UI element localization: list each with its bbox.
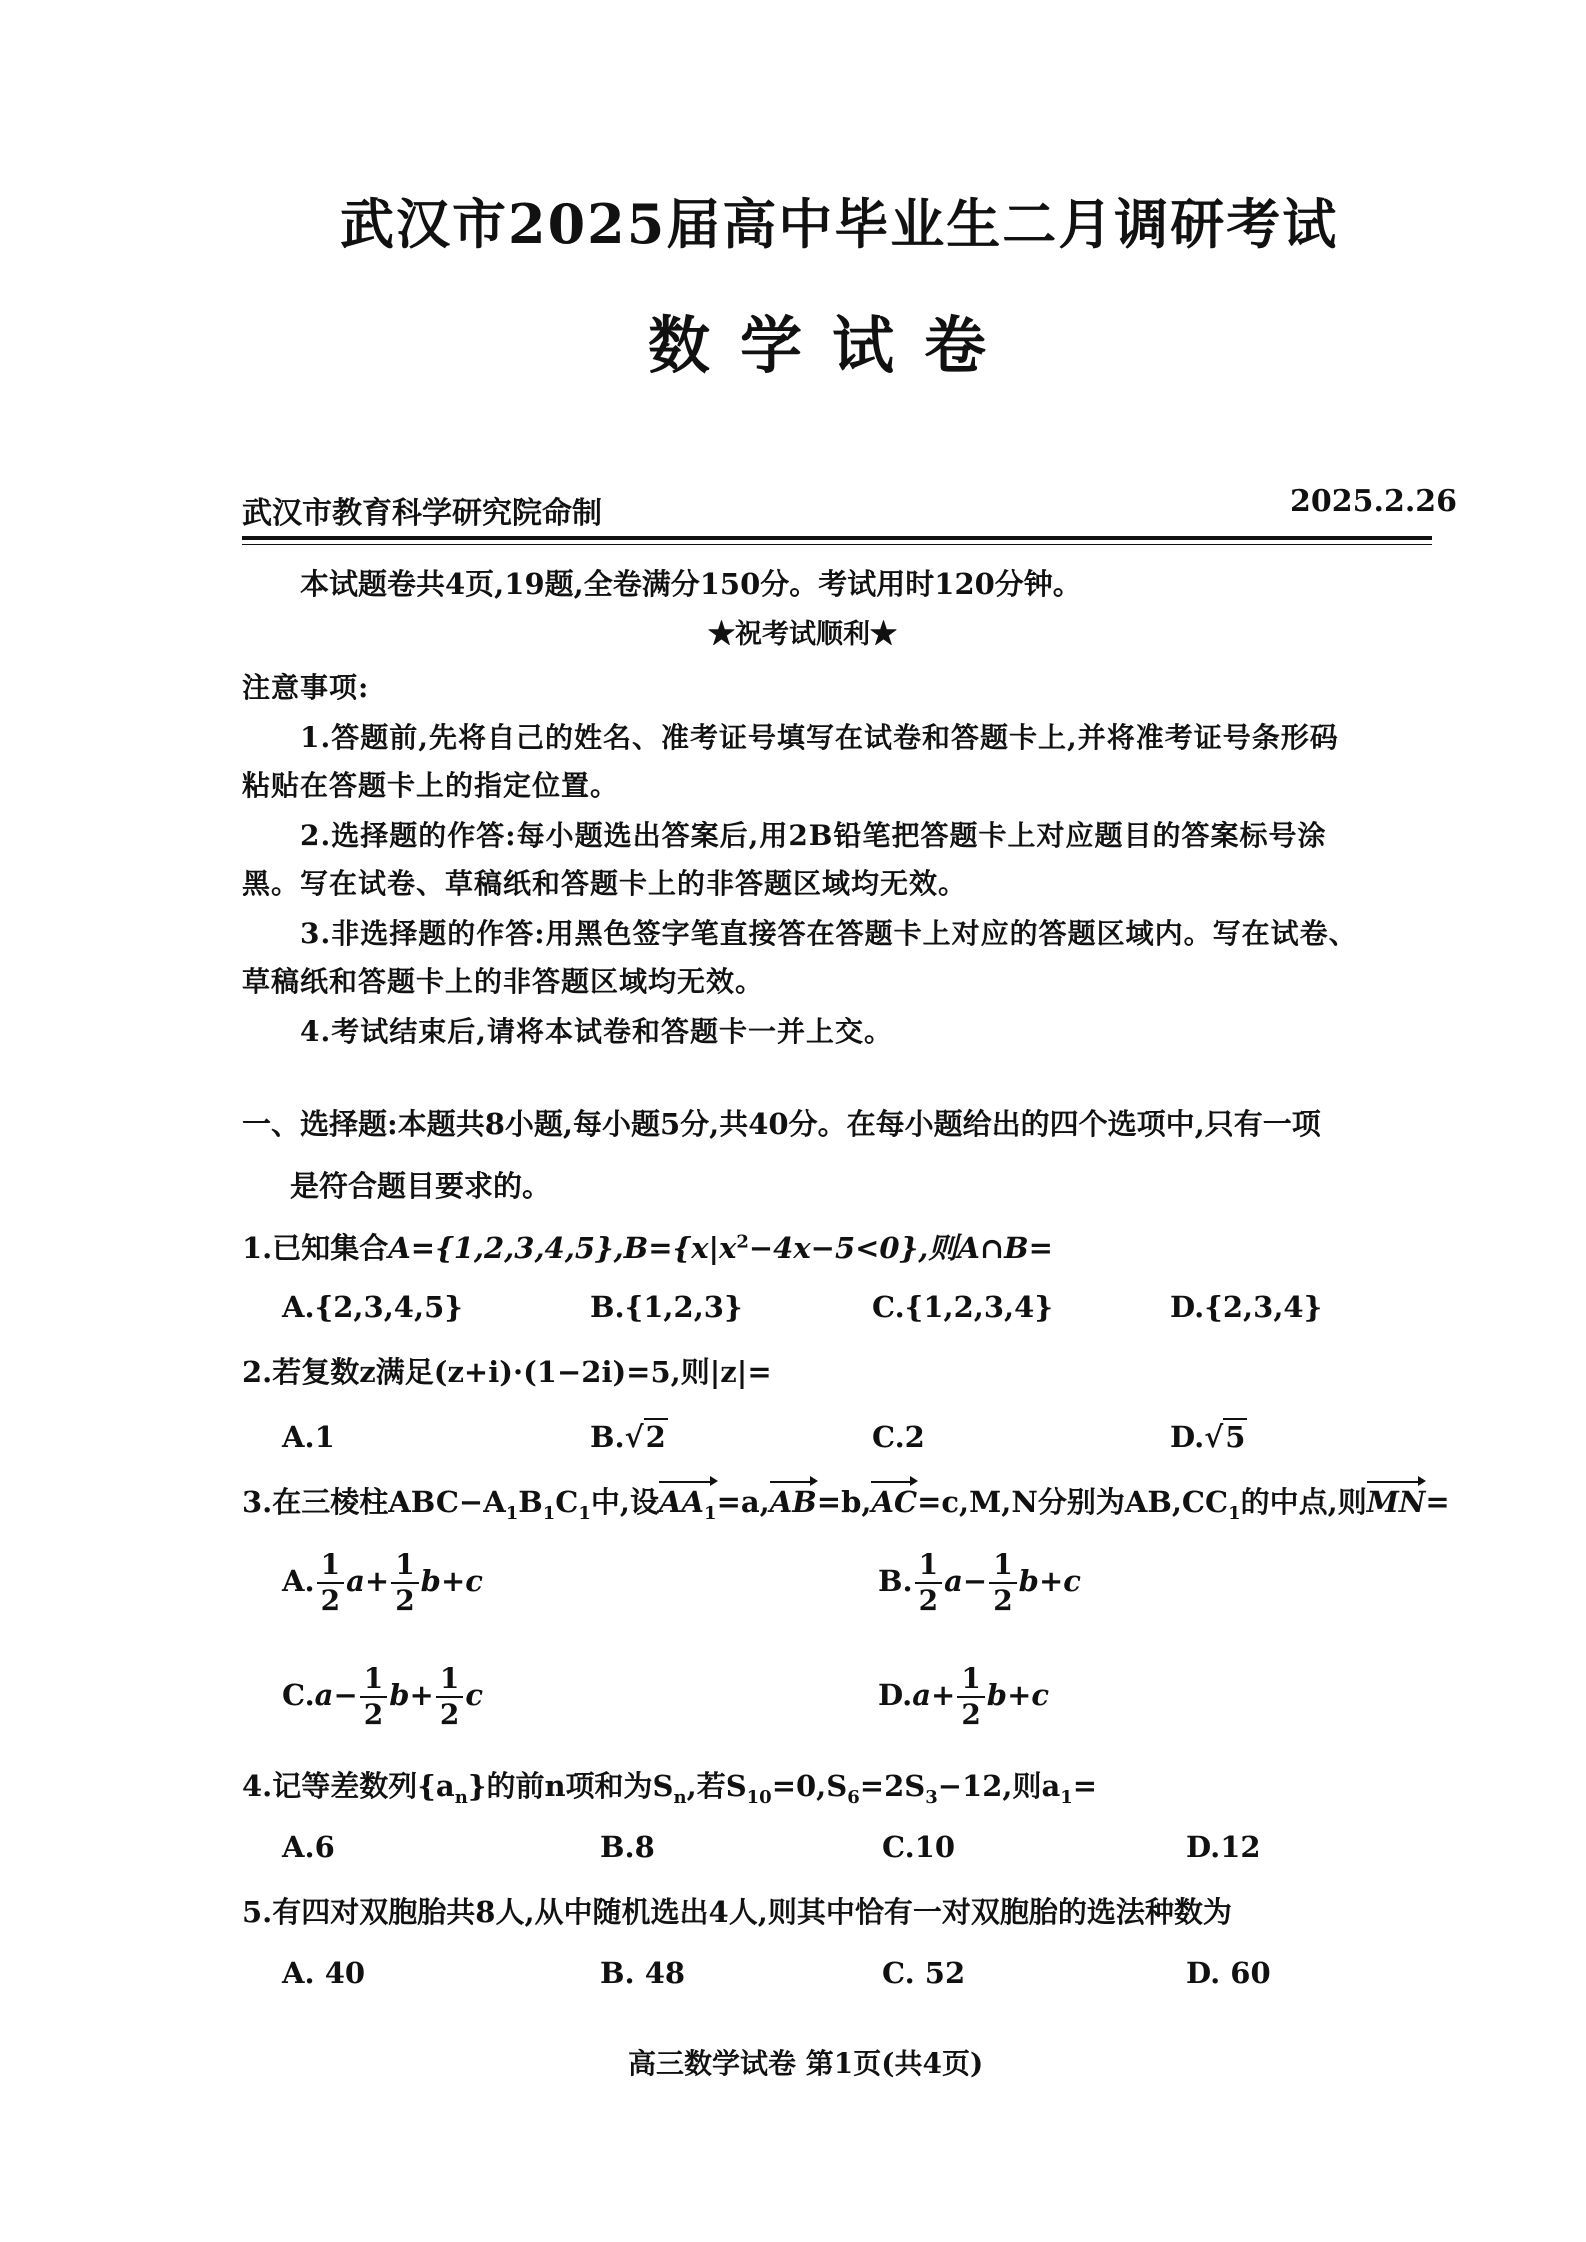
vector-ac-text: AC: [871, 1485, 918, 1519]
fraction: [317, 1548, 344, 1618]
vector-ab: [770, 1485, 817, 1519]
fraction-denominator: 2: [439, 1698, 460, 1731]
vector-mn-text: MN: [1366, 1485, 1426, 1519]
question-3: [242, 1480, 1450, 1524]
q3-option-d-term-1: b+c: [986, 1678, 1050, 1712]
vector-ab-text: AB: [769, 1485, 817, 1519]
q2-option-b-label: B.: [590, 1420, 625, 1454]
question-4: [242, 1764, 1097, 1808]
fraction-numerator: 1: [317, 1548, 344, 1584]
q3-sub-3: 1: [578, 1502, 591, 1524]
q4-sub-1: n: [454, 1786, 468, 1808]
q3-sub-1: 1: [505, 1502, 519, 1524]
question-2: 2.若复数z满足(z+i)·(1−2i)=5,则|z|=: [242, 1355, 772, 1389]
page-footer: 高三数学试卷 第1页(共4页): [628, 2047, 984, 2080]
section-1-heading-line-1: 一、选择题:本题共8小题,每小题5分,共40分。在每小题给出的四个选项中,只有一项: [242, 1107, 1321, 1141]
question-1: [242, 1226, 1053, 1267]
q4-sub-4: 6: [847, 1786, 860, 1808]
q3-part-2: B: [518, 1485, 543, 1519]
q4-sub-3: 10: [746, 1786, 772, 1808]
fraction-numerator: 1: [989, 1548, 1016, 1584]
q4-part-6: −12,则a: [937, 1769, 1061, 1803]
q1-option-d: D.{2,3,4}: [1170, 1290, 1323, 1324]
fraction-numerator: 1: [391, 1548, 418, 1584]
question-5: 5.有四对双胞胎共8人,从中随机选出4人,则其中恰有一对双胞胎的选法种数为: [242, 1895, 1232, 1929]
note-4: 4.考试结束后,请将本试卷和答题卡一并上交。: [300, 1015, 893, 1048]
q3-part-6: =b,: [816, 1485, 872, 1519]
q2-option-b-radicand: 2: [645, 1420, 666, 1454]
fraction-denominator: 2: [993, 1584, 1013, 1617]
exam-title: 武汉市2025届高中毕业生二月调研考试: [340, 192, 1339, 256]
note-2-line-2: 黑。写在试卷、草稿纸和答题卡上的非答题区域均无效。: [242, 867, 968, 900]
q3-option-a-label: A.: [282, 1564, 315, 1598]
q2-option-b: [590, 1420, 668, 1454]
q3-option-c-term-0: a−: [314, 1678, 358, 1712]
q3-part-1: 3.在三棱柱ABC−A: [242, 1485, 506, 1519]
q3-option-d-label: D.: [878, 1678, 913, 1712]
header-rule-thin: [242, 544, 1432, 545]
q1-option-b: B.{1,2,3}: [590, 1290, 743, 1324]
q3-option-b-label: B.: [878, 1564, 913, 1598]
fraction: [360, 1662, 387, 1732]
fraction-denominator: 2: [918, 1584, 939, 1617]
fraction-denominator: 2: [395, 1584, 415, 1617]
sqrt-symbol: √2: [624, 1420, 666, 1454]
vector-aa1-text: AA: [659, 1485, 705, 1519]
q4-option-b: B.8: [600, 1830, 655, 1864]
vector-aa1-sub: 1: [704, 1502, 717, 1524]
q1-part-1: 1.已知集合: [242, 1231, 389, 1265]
q3-part-3: C: [555, 1485, 579, 1519]
note-1-line-2: 粘贴在答题卡上的指定位置。: [242, 769, 620, 802]
q4-part-3: ,若S: [686, 1769, 747, 1803]
vector-aa1: [659, 1485, 717, 1524]
q5-option-b: B. 48: [600, 1956, 686, 1990]
fraction-denominator: 2: [961, 1698, 981, 1731]
q3-part-9: =: [1425, 1485, 1450, 1519]
q4-part-4: =0,S: [771, 1769, 848, 1803]
issuer: 武汉市教育科学研究院命制: [242, 496, 602, 531]
fraction: [957, 1662, 984, 1732]
q3-part-8: 的中点,则: [1240, 1485, 1367, 1519]
q1-option-c: C.{1,2,3,4}: [872, 1290, 1053, 1324]
q3-option-b: [878, 1548, 1081, 1618]
q5-option-a: A. 40: [282, 1956, 366, 1990]
q4-sub-6: 1: [1060, 1786, 1073, 1808]
q1-part-4: −4x−5<0},则A∩B=: [748, 1231, 1053, 1265]
q2-option-a: A.1: [282, 1420, 335, 1454]
q4-part-1: 4.记等差数列{a: [242, 1769, 455, 1803]
good-luck-line: ★祝考试顺利★: [708, 619, 897, 650]
q4-option-a: A.6: [282, 1830, 335, 1864]
fraction-numerator: 1: [360, 1662, 387, 1698]
note-2-line-1: 2.选择题的作答:每小题选出答案后,用2B铅笔把答题卡上对应题目的答案标号涂: [300, 819, 1327, 852]
q3-option-d-term-0: a+: [912, 1678, 956, 1712]
note-3-line-2: 草稿纸和答题卡上的非答题区域均无效。: [242, 965, 765, 998]
sqrt-symbol: √5: [1204, 1420, 1246, 1454]
q3-option-a: [282, 1548, 483, 1618]
fraction: [436, 1662, 463, 1732]
q1-option-a: A.{2,3,4,5}: [282, 1290, 463, 1324]
vector-mn: [1367, 1485, 1426, 1519]
q3-option-c-term-1: b+: [389, 1678, 434, 1712]
fraction-numerator: 1: [436, 1662, 463, 1698]
fraction-numerator: 1: [957, 1662, 984, 1698]
q2-option-d-label: D.: [1170, 1420, 1205, 1454]
q4-sub-2: n: [673, 1786, 687, 1808]
fraction: [989, 1548, 1016, 1618]
q3-option-a-term-2: b+c: [420, 1564, 483, 1598]
q3-option-c-term-2: c: [465, 1678, 483, 1712]
q3-option-a-term-1: a+: [346, 1564, 390, 1598]
q5-option-c: C. 52: [882, 1956, 966, 1990]
q4-part-5: =2S: [859, 1769, 926, 1803]
q3-option-b-term-2: b+c: [1018, 1564, 1081, 1598]
q3-sub-4: 1: [1228, 1502, 1241, 1524]
q3-part-7: =c,M,N分别为AB,CC: [917, 1485, 1229, 1519]
q3-option-d: [878, 1662, 1049, 1732]
q1-part-2: A={1,2,3,4,5},B={x|x: [388, 1231, 737, 1265]
fraction: [391, 1548, 418, 1618]
note-3-line-1: 3.非选择题的作答:用黑色签字笔直接答在答题卡上对应的答题区域内。写在试卷、: [300, 917, 1358, 950]
q3-sub-2: 1: [542, 1502, 556, 1524]
section-1-heading-line-2: 是符合题目要求的。: [290, 1169, 552, 1203]
q5-option-d: D. 60: [1186, 1956, 1271, 1990]
q1-exponent: 2: [736, 1231, 749, 1253]
q4-option-c: C.10: [882, 1830, 956, 1864]
note-1-line-1: 1.答题前,先将自己的姓名、准考证号填写在试卷和答题卡上,并将准考证号条形码: [300, 721, 1339, 754]
fraction: [915, 1548, 942, 1618]
q2-option-c: C.2: [872, 1420, 925, 1454]
q3-option-b-term-1: a−: [944, 1564, 988, 1598]
fraction-numerator: 1: [915, 1548, 942, 1584]
vector-ac: [871, 1485, 917, 1519]
subject-title: 数学试卷: [648, 309, 1017, 382]
q2-option-d-radicand: 5: [1225, 1420, 1246, 1454]
q4-option-d: D.12: [1186, 1830, 1261, 1864]
exam-info: 本试题卷共4页,19题,全卷满分150分。考试用时120分钟。: [300, 567, 1082, 601]
q3-part-5: =a,: [716, 1485, 770, 1519]
q4-part-7: =: [1072, 1769, 1098, 1803]
header-rule-thick: [242, 536, 1432, 540]
exam-date: 2025.2.26: [1290, 484, 1458, 519]
q3-option-c-label: C.: [282, 1678, 315, 1712]
q4-part-2: }的前n项和为S: [467, 1769, 674, 1803]
fraction-denominator: 2: [363, 1698, 384, 1731]
q2-option-d: [1170, 1420, 1247, 1454]
q4-sub-5: 3: [925, 1786, 938, 1808]
fraction-denominator: 2: [320, 1584, 341, 1617]
q3-option-c: [282, 1662, 483, 1732]
q3-part-4: 中,设: [590, 1485, 660, 1519]
notes-heading: 注意事项:: [242, 671, 370, 704]
